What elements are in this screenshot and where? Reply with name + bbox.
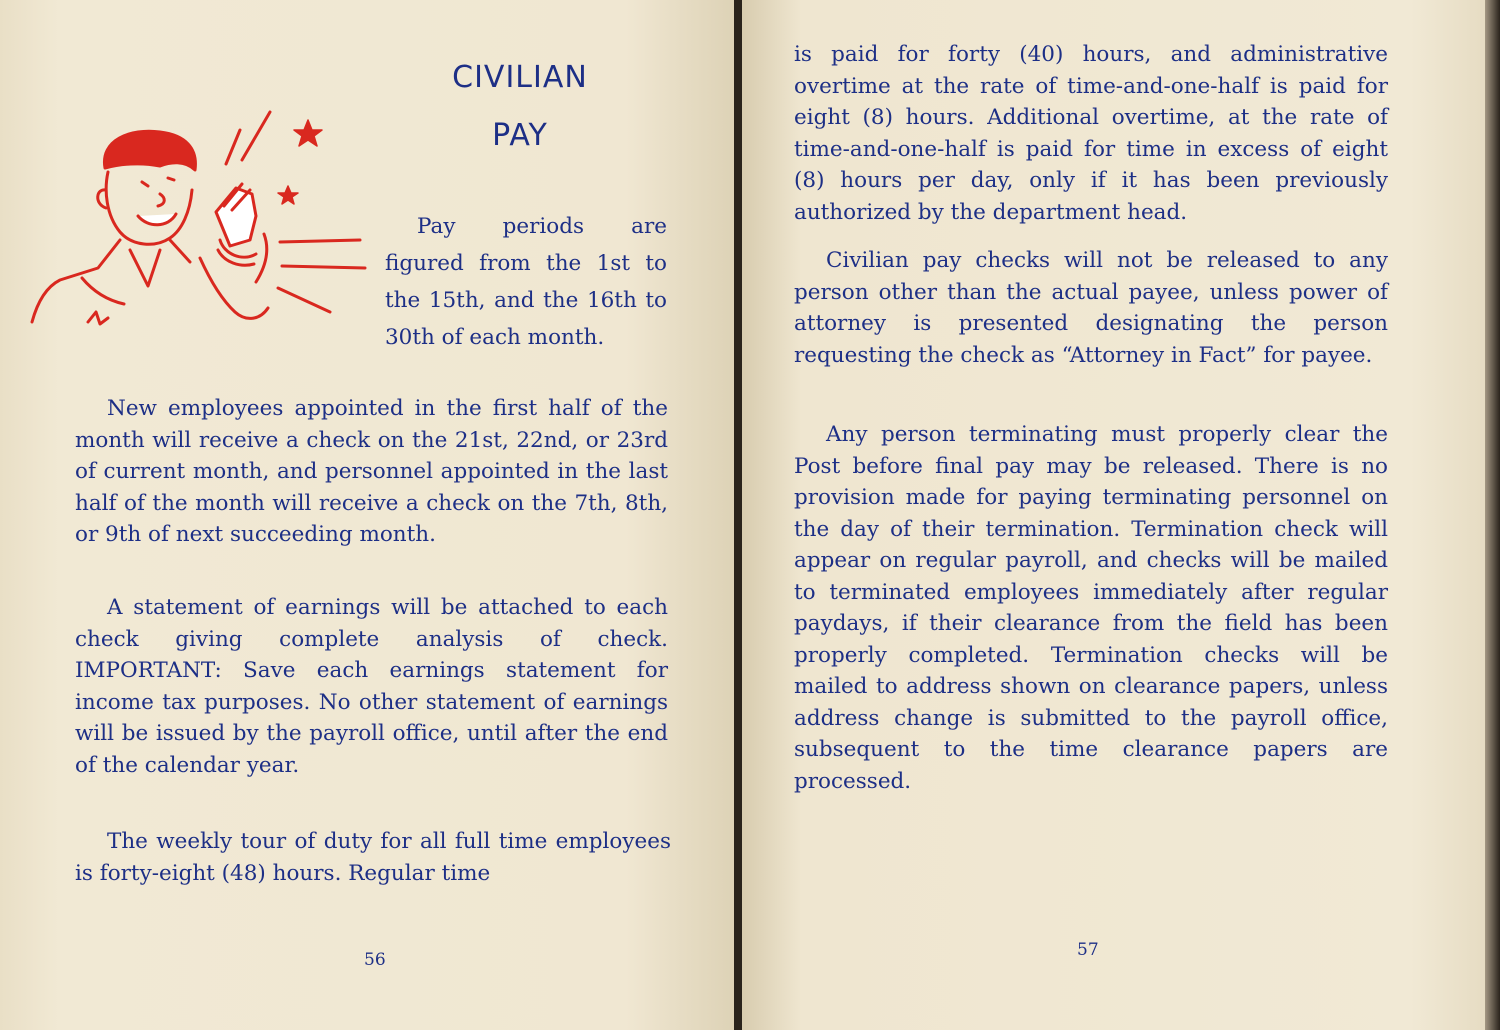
right-page [742, 0, 1485, 1030]
left-page [0, 0, 736, 1030]
paragraph-pay-checks: Civilian pay checks will not be released to any person other than the actual payee, unless power of attorney is presented designating the person requesting the check as “Attorney in Fact” for payee. [794, 248, 1388, 368]
page-number-left: 56 [364, 950, 386, 970]
paragraph-new-employees: New employees appointed in the first half of the month will receive a check on the 21st, 22nd, or 23rd of current month, and personnel appointed in the last half of the month will receive a check on the 7th, 8th, or 9th of next succeeding month. [75, 396, 668, 547]
paragraph-weekly-tour: The weekly tour of duty for all full time employees is forty-eight (48) hours. Regular time [75, 829, 671, 886]
paragraph-pay-periods: Pay periods are figured from the 1st to the 15th, and the 16th to 30th of each month. [385, 214, 667, 350]
page-title-line2: PAY [492, 118, 548, 153]
paragraph-overtime: is paid for forty (40) hours, and administrative overtime at the rate of time-and-one-half is paid for eight (8) hours. Additional overtime, at the rate of time-and-one-half is paid for time in excess of eight (8) hours per day, only if it has been previously authorized by the department head. [794, 42, 1388, 225]
paragraph-terminating: Any person terminating must properly clear the Post before final pay may be released. There is no provision made for paying terminating personnel on the day of their termination. Termination check will appear on regular payroll, and checks will be mailed to terminated employees immediately after regular paydays, if their clearance from the field has been properly completed. Termination checks will be mailed to address shown on clearance papers, unless address change is submitted to the payroll office, subsequent to the time clearance papers are processed. [794, 422, 1388, 794]
page-edge [1485, 0, 1500, 1030]
cartoon-man-paycheck-illustration [20, 90, 390, 360]
paragraph-earnings-statement: A statement of earnings will be attached to each check giving complete analysis of check. IMPORTANT: Save each earnings statement for income tax purposes. No other statement of earnings will be issued by the payroll office, until after the end of the calendar year. [75, 595, 668, 778]
page-number-right: 57 [1077, 940, 1099, 960]
page-title-line1: CIVILIAN [452, 60, 588, 95]
